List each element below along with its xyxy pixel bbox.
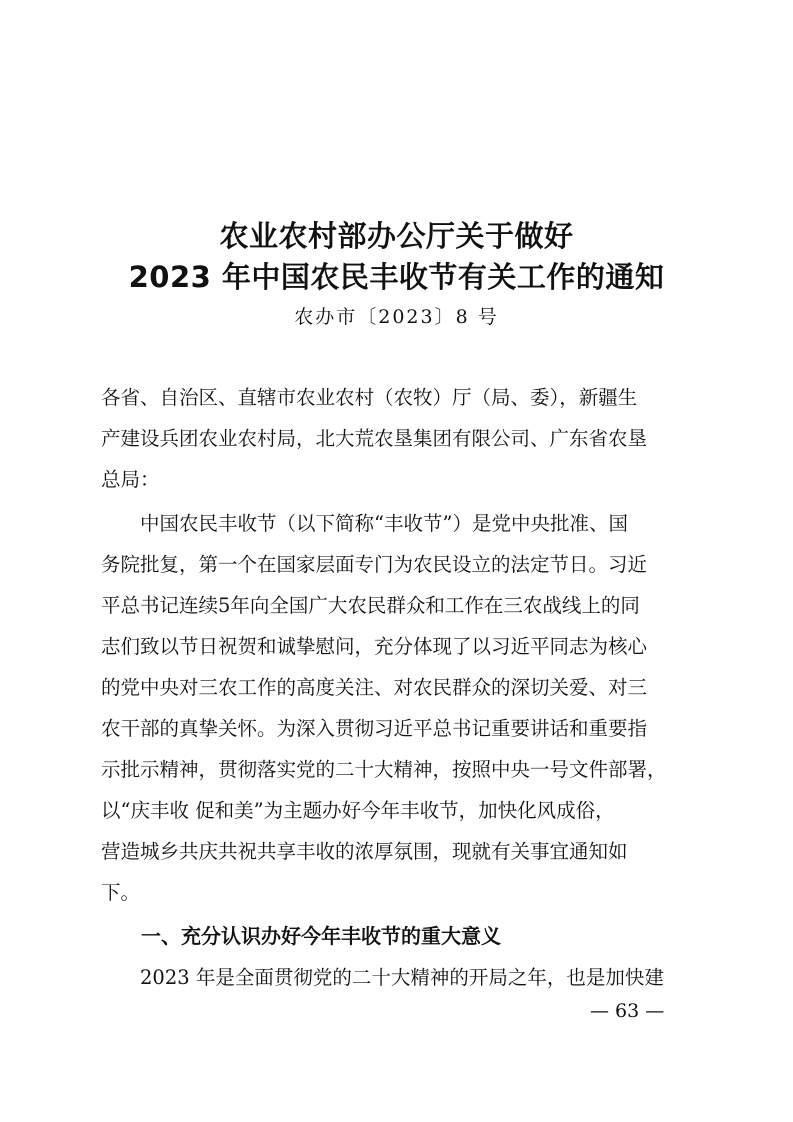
paragraph-line: 以“庆丰收 促和美”为主题办好今年丰收节，加快化风成俗， — [101, 799, 615, 822]
paragraph-line: 农干部的真挚关怀。为深入贯彻习近平总书记重要讲话和重要指 — [101, 717, 648, 740]
addressee-line: 总局： — [101, 468, 160, 491]
paragraph-line: 的党中央对三农工作的高度关注、对农民群众的深切关爱、对三 — [101, 676, 648, 699]
paragraph-line: 下。 — [101, 881, 141, 904]
paragraph-line: 中国农民丰收节（以下简称“丰收节”）是党中央批准、国 — [101, 512, 628, 535]
page-number: — 63 — — [590, 1000, 665, 1022]
document-title-line-1: 农业农村部办公厅关于做好 — [219, 219, 574, 253]
addressee-line: 各省、自治区、直辖市农业农村（农牧）厅（局、委），新疆生 — [101, 386, 638, 409]
paragraph-line: 平总书记连续5年向全国广大农民群众和工作在三农战线上的同 — [101, 594, 640, 617]
paragraph-line: 示批示精神，贯彻落实党的二十大精神，按照中央一号文件部署， — [101, 758, 667, 781]
paragraph-line: 志们致以节日祝贺和诚挚慰问，充分体现了以习近平同志为核心 — [101, 635, 648, 658]
paragraph-line: 务院批复，第一个在国家层面专门为农民设立的法定节日。习近 — [101, 553, 648, 576]
section-heading: 一、充分认识办好今年丰收节的重大意义 — [141, 924, 501, 948]
paragraph-line: 2023 年是全面贯彻党的二十大精神的开局之年，也是加快建 — [101, 966, 664, 989]
addressee-line: 产建设兵团农业农村局，北大荒农垦集团有限公司、广东省农垦 — [101, 427, 648, 450]
document-title-line-2: 2023 年中国农民丰收节有关工作的通知 — [128, 260, 665, 294]
paragraph-line: 营造城乡共庆共祝共享丰收的浓厚氛围，现就有关事宜通知如 — [101, 840, 628, 863]
document-number: 农办市〔2023〕8 号 — [294, 306, 499, 328]
